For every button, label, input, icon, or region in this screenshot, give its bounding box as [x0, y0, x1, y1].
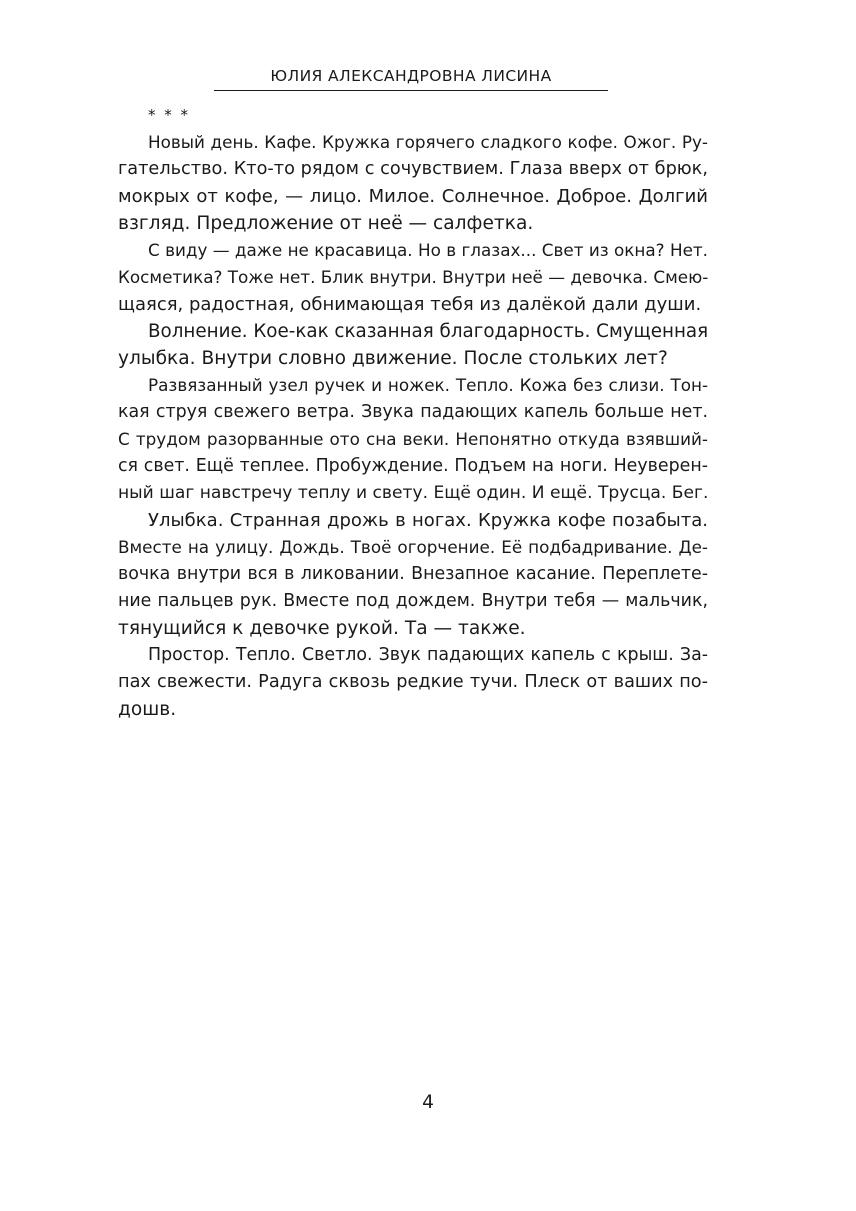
paragraph-2 [118, 237, 709, 318]
page-number: 4 [422, 1092, 434, 1113]
text-line: Вместе на улицу. Дождь. Твоё огорчение. Её подбадривание. Де- [118, 537, 708, 557]
text-line: С виду — даже не красавица. Но в глазах... Свет из окна? Нет. [148, 240, 708, 260]
header-author: ЮЛИЯ АЛЕКСАНДРОВНА ЛИСИНА [270, 67, 552, 85]
text-line: взгляд. Предложение от неё — салфетка. [118, 213, 534, 234]
text-line: дошв. [118, 699, 177, 720]
text-line: гательство. Кто-то рядом с сочувствием. Глаза вверх от брюк, [118, 159, 708, 179]
paragraph-3 [118, 318, 709, 372]
text-body [118, 100, 709, 723]
text-line: вочка внутри вся в ликовании. Внезапное касание. Переплете- [118, 564, 708, 584]
text-line: ся свет. Ещё теплее. Пробуждение. Подъем на ноги. Неуверен- [118, 456, 708, 476]
text-line: тянущийся к девочке рукой. Та — также. [118, 618, 526, 639]
text-line: Волнение. Кое-как сказанная благодарность. Смущенная [148, 321, 709, 342]
running-header [214, 64, 608, 91]
text-line: щаяся, радостная, обнимающая тебя из далёкой дали души. [118, 294, 702, 315]
text-line: Улыбка. Странная дрожь в ногах. Кружка кофе позабыта. [148, 510, 708, 531]
section-break: * * * [148, 106, 191, 124]
paragraph-6 [118, 642, 708, 723]
text-line: Развязанный узел ручек и ножек. Тепло. Кожа без слизи. Тон- [148, 375, 708, 395]
paragraph-5 [118, 507, 708, 642]
text-line: мокрых от кофе, — лицо. Милое. Солнечное. Доброе. Долгий [118, 186, 708, 207]
text-line: ный шаг навстречу теплу и свету. Ещё один. И ещё. Трусца. Бег. [118, 483, 709, 503]
text-line: пах свежести. Радуга сквозь редкие тучи. Плеск от ваших по- [118, 672, 708, 692]
paragraph-4 [118, 372, 709, 507]
text-line: ние пальцев рук. Вместе под дождем. Внутри тебя — мальчик, [118, 591, 708, 611]
paragraph-1 [118, 129, 708, 237]
text-line: Косметика? Тоже нет. Блик внутри. Внутри неё — девочка. Смею- [118, 267, 709, 287]
text-line: С трудом разорванные ото сна веки. Непонятно откуда взявший- [118, 429, 708, 449]
text-line: улыбка. Внутри словно движение. После стольких лет? [118, 348, 668, 369]
text-line: Новый день. Кафе. Кружка горячего сладкого кофе. Ожог. Ру- [148, 132, 708, 152]
text-line: кая струя свежего ветра. Звука падающих капель больше нет. [118, 402, 708, 422]
text-line: Простор. Тепло. Светло. Звук падающих капель с крыш. За- [148, 645, 708, 665]
